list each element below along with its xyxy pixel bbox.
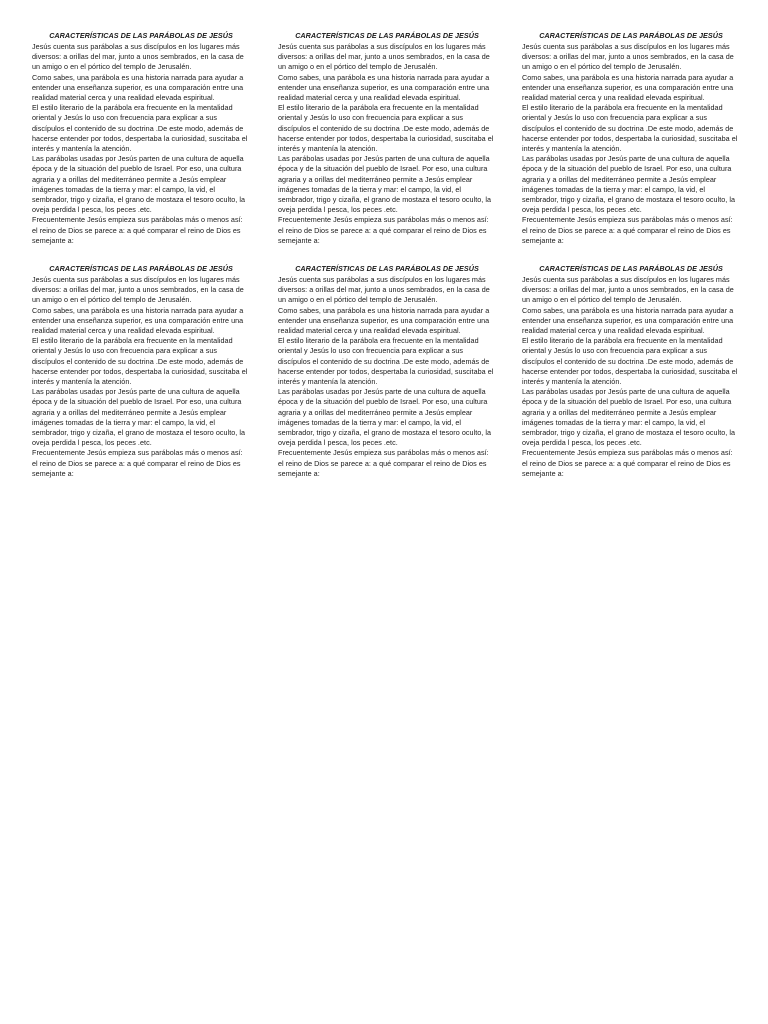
paragraph-5: Frecuentemente Jesús empieza sus parábolas más o menos así: el reino de Dios se parece a: a qué comparar el reino de Dios es semejante a:: [278, 215, 489, 245]
text-block-bottom-right: [522, 264, 740, 479]
paragraph-3: El estilo literario de la parábola era frecuente en la mentalidad oriental y Jesús lo uso con frecuencia para explicar a sus discípulos el contenido de su doctrina .De este modo, además de hacerse entender por todos, despertaba la curiosidad, suscitaba el interés y mantenía la atención.: [278, 336, 494, 387]
paragraph-1: Jesús cuenta sus parábolas a sus discípulos en los lugares más diversos: a orillas del mar, junto a unos sembrados, en la casa de un amigo o en el pórtico del templo de Jerusalén.: [278, 42, 490, 72]
paragraph-1: Jesús cuenta sus parábolas a sus discípulos en los lugares más diversos: a orillas del mar, junto a unos sembrados, en la casa de un amigo o en el pórtico del templo de Jerusalén.: [32, 275, 244, 305]
block-title: CARACTERÍSTICAS DE LAS PARÁBOLAS DE JESÚS: [295, 31, 479, 40]
paragraph-3: El estilo literario de la parábola era frecuente en la mentalidad oriental y Jesús lo uso con frecuencia para explicar a sus discípulos el contenido de su doctrina .De este modo, además de hacerse entender por todos, despertaba la curiosidad, suscitaba el interés y mantenía la atención.: [522, 336, 738, 387]
block-title: CARACTERÍSTICAS DE LAS PARÁBOLAS DE JESÚS: [539, 31, 723, 40]
paragraph-2: Como sabes, una parábola es una historia narrada para ayudar a entender una enseñanza superior, es una comparación entre una realidad material cerca y una realidad elevada espiritual.: [32, 72, 244, 103]
text-block-bottom-center: [278, 264, 496, 479]
paragraph-2: Como sabes, una parábola es una historia narrada para ayudar a entender una enseñanza superior, es una comparación entre una realidad material cerca y una realidad elevada espiritual.: [278, 72, 490, 103]
paragraph-5: Frecuentemente Jesús empieza sus parábolas más o menos así: el reino de Dios se parece a: a qué comparar el reino de Dios es semejante a:: [522, 448, 733, 478]
block-title: CARACTERÍSTICAS DE LAS PARÁBOLAS DE JESÚS: [539, 264, 723, 273]
paragraph-3: El estilo literario de la parábola era frecuente en la mentalidad oriental y Jesús lo uso con frecuencia para explicar a sus discípulos el contenido de su doctrina .De este modo, además de hacerse entender por todos, despertaba la curiosidad, suscitaba el interés y mantenía la atención.: [32, 336, 248, 387]
paragraph-4: Las parábolas usadas por Jesús parten de una cultura de aquella época y de la situación del pueblo de Israel. Por eso, una cultura agraria y a orillas del mediterráneo permite a Jesús emplear imágenes tomadas de la tierra y mar: el campo, la vid, el sembrador, trigo y cizaña, el grano de mostaza el tesoro oculto, la oveja perdida l pesca, los peces .etc.: [278, 154, 492, 215]
paragraph-4: Las parábolas usadas por Jesús parte de una cultura de aquella época y de la situación del pueblo de Israel. Por eso, una cultura agraria y a orillas del mediterráneo permite a Jesús emplear imágenes tomadas de la tierra y mar: el campo, la vid, el sembrador, trigo y cizaña, el grano de mostaza el tesoro oculto, la oveja perdida l pesca, los peces .etc.: [32, 387, 246, 448]
paragraph-2: Como sabes, una parábola es una historia narrada para ayudar a entender una enseñanza superior, es una comparación entre una realidad material cerca y una realidad elevada espiritual.: [522, 305, 734, 336]
paragraph-4: Las parábolas usadas por Jesús parte de una cultura de aquella época y de la situación del pueblo de Israel. Por eso, una cultura agraria y a orillas del mediterráneo permite a Jesús emplear imágenes tomadas de la tierra y mar: el campo, la vid, el sembrador, trigo y cizaña, el grano de mostaza el tesoro oculto, la oveja perdida l pesca, los peces .etc.: [522, 154, 736, 215]
text-block-top-left: [32, 31, 250, 246]
paragraph-5: Frecuentemente Jesús empieza sus parábolas más o menos así: el reino de Dios se parece a: a qué comparar el reino de Dios es semejante a:: [32, 448, 243, 478]
paragraph-2: Como sabes, una parábola es una historia narrada para ayudar a entender una enseñanza superior, es una comparación entre una realidad material cerca y una realidad elevada espiritual.: [522, 72, 734, 103]
text-block-top-center: [278, 31, 496, 246]
paragraph-3: El estilo literario de la parábola era frecuente en la mentalidad oriental y Jesús lo uso con frecuencia para explicar a sus discípulos el contenido de su doctrina .De este modo, además de hacerse entender por todos, despertaba la curiosidad, suscitaba el interés y mantenía la atención.: [522, 103, 738, 154]
paragraph-4: Las parábolas usadas por Jesús parte de una cultura de aquella época y de la situación del pueblo de Israel. Por eso, una cultura agraria y a orillas del mediterráneo permite a Jesús emplear imágenes tomadas de la tierra y mar: el campo, la vid, el sembrador, trigo y cizaña, el grano de mostaza el tesoro oculto, la oveja perdida l pesca, los peces .etc.: [522, 387, 736, 448]
paragraph-5: Frecuentemente Jesús empieza sus parábolas más o menos así: el reino de Dios se parece a: a qué comparar el reino de Dios es semejante a:: [278, 448, 489, 478]
paragraph-5: Frecuentemente Jesús empieza sus parábolas más o menos así: el reino de Dios se parece a: a qué comparar el reino de Dios es semejante a:: [32, 215, 243, 245]
paragraph-2: Como sabes, una parábola es una historia narrada para ayudar a entender una enseñanza superior, es una comparación entre una realidad material cerca y una realidad elevada espiritual.: [278, 305, 490, 336]
block-title: CARACTERÍSTICAS DE LAS PARÁBOLAS DE JESÚS: [49, 264, 233, 273]
paragraph-5: Frecuentemente Jesús empieza sus parábolas más o menos así: el reino de Dios se parece a: a qué comparar el reino de Dios es semejante a:: [522, 215, 733, 245]
paragraph-4: Las parábolas usadas por Jesús parten de una cultura de aquella época y de la situación del pueblo de Israel. Por eso, una cultura agraria y a orillas del mediterráneo permite a Jesús emplear imágenes tomadas de la tierra y mar: el campo, la vid, el sembrador, trigo y cizaña, el grano de mostaza el tesoro oculto, la oveja perdida l pesca, los peces .etc.: [32, 154, 246, 215]
text-block-bottom-left: [32, 264, 250, 479]
paragraph-1: Jesús cuenta sus parábolas a sus discípulos en los lugares más diversos: a orillas del mar, junto a unos sembrados, en la casa de un amigo o en el pórtico del templo de Jerusalén.: [278, 275, 490, 305]
paragraph-3: El estilo literario de la parábola era frecuente en la mentalidad oriental y Jesús lo uso con frecuencia para explicar a sus discípulos el contenido de su doctrina .De este modo, además de hacerse entender por todos, despertaba la curiosidad, suscitaba el interés y mantenía la atención.: [32, 103, 248, 154]
paragraph-2: Como sabes, una parábola es una historia narrada para ayudar a entender una enseñanza superior, es una comparación entre una realidad material cerca y una realidad elevada espiritual.: [32, 305, 244, 336]
paragraph-1: Jesús cuenta sus parábolas a sus discípulos en los lugares más diversos: a orillas del mar, junto a unos sembrados, en la casa de un amigo o en el pórtico del templo de Jerusalén.: [32, 42, 244, 72]
paragraph-1: Jesús cuenta sus parábolas a sus discípulos en los lugares más diversos: a orillas del mar, junto a unos sembrados, en la casa de un amigo o en el pórtico del templo de Jerusalén.: [522, 275, 734, 305]
paragraph-1: Jesús cuenta sus parábolas a sus discípulos en los lugares más diversos: a orillas del mar, junto a unos sembrados, en la casa de un amigo o en el pórtico del templo de Jerusalén.: [522, 42, 734, 72]
text-block-top-right: [522, 31, 740, 246]
paragraph-4: Las parábolas usadas por Jesús parte de una cultura de aquella época y de la situación del pueblo de Israel. Por eso, una cultura agraria y a orillas del mediterráneo permite a Jesús emplear imágenes tomadas de la tierra y mar: el campo, la vid, el sembrador, trigo y cizaña, el grano de mostaza el tesoro oculto, la oveja perdida l pesca, los peces .etc.: [278, 387, 492, 448]
block-title: CARACTERÍSTICAS DE LAS PARÁBOLAS DE JESÚS: [295, 264, 479, 273]
block-title: CARACTERÍSTICAS DE LAS PARÁBOLAS DE JESÚS: [49, 31, 233, 40]
paragraph-3: El estilo literario de la parábola era frecuente en la mentalidad oriental y Jesús lo uso con frecuencia para explicar a sus discípulos el contenido de su doctrina .De este modo, además de hacerse entender por todos, despertaba la curiosidad, suscitaba el interés y mantenía la atención.: [278, 103, 494, 154]
